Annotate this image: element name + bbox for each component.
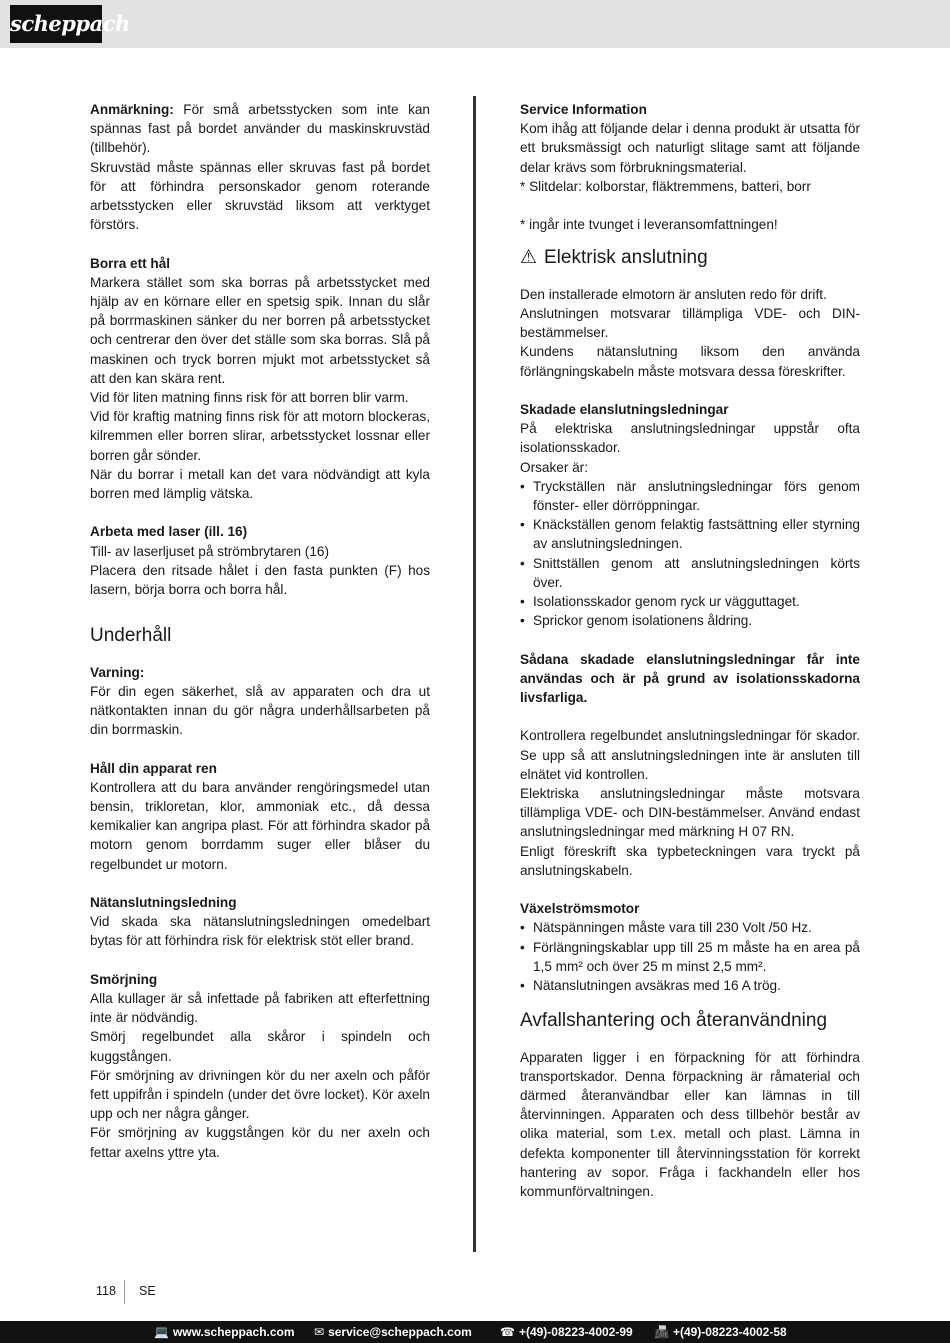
laser-paragraph-2: Placera den ritsade hålet i den fasta punkten (F) hos lasern, börja borra och borra hål. (90, 562, 430, 598)
laser-paragraph-1: Till- av laserljuset på strömbrytaren (16) (90, 543, 329, 559)
footer-phone[interactable] (500, 1321, 633, 1343)
footer-fax-text: +(49)-08223-4002-58 (672, 1325, 787, 1339)
language-code: SE (139, 1284, 156, 1298)
drill-paragraph-1: Markera stället som ska borras på arbetsstycket med hjälp av en körnare eller en spetsig spik. Innan du slår på borrmaskinen sänker du ner borren på arbetsstycket och centrerar den över det ställe som ska borras. Slå på maskinen och tryck borren mjukt mot arbetsstycket så att den kan skära rent. (90, 274, 430, 386)
mail-icon: ✉ (314, 1325, 325, 1339)
electrical-heading-text: Elektrisk anslutning (544, 247, 708, 269)
footer-bar (0, 1321, 950, 1343)
list-item: • Nätanslutningen avsäkras med 16 A trög. (520, 976, 860, 995)
electrical-paragraph-3: Kundens nätanslutning liksom den använda förlängningskabeln måste motsvara dessa föreskrifter. (520, 344, 860, 379)
list-item: • Tryckställen när anslutningsledningar förs genom fönster- eller dörröppningar. (520, 477, 860, 515)
danger-paragraph: Sådana skadade elanslutningsledningar får inte användas och är på grund av isolationsskadorna livsfarliga. (520, 651, 860, 706)
warning-title: Varning: (90, 664, 145, 680)
clean-title: Håll din apparat ren (90, 760, 217, 776)
maintenance-heading: Underhåll (90, 625, 172, 647)
right-column (520, 100, 860, 1201)
drill-paragraph-2: Vid för liten matning finns risk för att borren blir varm. (90, 390, 409, 406)
ac-motor-title: Växelströmsmotor (520, 901, 640, 917)
service-note: * ingår inte tvunget i leveransomfattningen! (520, 217, 778, 233)
drill-title: Borra ett hål (90, 255, 171, 271)
service-wear-parts: * Slitdelar: kolborstar, fläktremmens, batteri, borr (520, 178, 811, 194)
check-paragraph-1: Kontrollera regelbundet anslutningsledningar för skador. Se upp så att anslutningsledningen inte är ansluten till elnätet vid kontrollen. (520, 728, 860, 782)
list-item: • Förlängningskablar upp till 25 m måste ha en area på 1,5 mm² och över 25 m minst 2,5 mm². (520, 938, 860, 976)
cord-paragraph: Vid skada ska nätanslutningsledningen omedelbart bytas för att förhindra risk för elektrisk stöt eller brand. (90, 914, 430, 949)
lube-paragraph-4: För smörjning av kuggstången kör du ner axeln och fettar axelns yttre yta. (90, 1125, 430, 1160)
note-label: Anmärkning: (90, 102, 174, 117)
damaged-paragraph: På elektriska anslutningsledningar uppstår ofta isolationsskador. (520, 421, 860, 456)
cord-title: Nätanslutningsledning (90, 895, 237, 911)
drill-paragraph-4: När du borrar i metall kan det vara nödvändigt att kyla borren med lämplig vätska. (90, 466, 430, 502)
note-text: För små arbetsstycken som inte kan spännas fast på bordet använder du maskinskruvstäd (tillbehör). (90, 102, 430, 156)
list-item: • Knäckställen genom felaktig fastsättning eller styrning av anslutningsledningen. (520, 515, 860, 553)
computer-icon: 💻 (154, 1325, 169, 1339)
causes-list (520, 477, 860, 631)
page-number: 118 (96, 1284, 116, 1298)
drill-paragraph-3: Vid för kraftig matning finns risk för att motorn blockeras, kilremmen eller borren slirar, arbetsstycket lossnar eller borren går sönder. (90, 409, 430, 463)
electrical-paragraph-1: Den installerade elmotorn är ansluten redo för drift. (520, 286, 827, 302)
lube-paragraph-2: Smörj regelbundet alla skåror i spindeln och kuggstången. (90, 1029, 430, 1064)
service-title: Service Information (520, 102, 647, 117)
lube-title: Smörjning (90, 971, 158, 987)
damaged-title: Skadade elanslutningsledningar (520, 402, 729, 417)
electrical-paragraph-2: Anslutningen motsvarar tillämpliga VDE- och DIN-bestämmelser. (520, 306, 860, 341)
note-paragraph-2: Skruvstäd måste spännas eller skruvas fast på bordet för att förhindra personskador genom roterande arbetsstycken eller skruvstäd liksom att verktyget förstörs. (90, 159, 430, 233)
service-paragraph: Kom ihåg att följande delar i denna produkt är utsatta för ett bruksmässigt och naturligt slitage samt att följande delar krävs som förbrukningsmaterial. (520, 121, 860, 175)
warning-paragraph: För din egen säkerhet, slå av apparaten och dra ut nätkontakten innan du gör några underhållsarbeten på din borrmaskin. (90, 683, 430, 738)
clean-paragraph: Kontrollera att du bara använder rengöringsmedel utan bensin, trikloretan, klor, ammoniak etc., då dessa kemikalier kan angripa plast. För att förhindra skador på motorn genom borrdamm suger eller blåser du regelbundet ur motorn. (90, 779, 430, 872)
lube-paragraph-3: För smörjning av drivningen kör du ner axeln och påför fett uppifrån i spindeln (under det övre locket). Kör axeln upp och ner några gånger. (90, 1067, 430, 1122)
waste-paragraph: Apparaten ligger i en förpackning för att förhindra transportskador. Denna förpackning är råmaterial och därmed återanvändbar eller kan lämnas in till återvinningen. Apparaten och dess tillbehör består av olika material, som t.ex. metall och plast. Lämna in defekta komponenter till återvinningsstation för korrekt hantering av sopor. Fråga i fackhandeln eller hos kommunförvaltningen. (520, 1049, 860, 1200)
fax-icon: 📠 (654, 1325, 669, 1339)
page-number-separator (124, 1280, 125, 1304)
list-item: • Isolationsskador genom ryck ur vägguttaget. (520, 592, 860, 611)
list-item: • Sprickor genom isolationens åldring. (520, 611, 860, 630)
laser-title: Arbeta med laser (ill. 16) (90, 524, 248, 540)
lube-paragraph-1: Alla kullager är så infettade på fabriken att efterfettning inte är nödvändig. (90, 991, 430, 1026)
footer-website[interactable] (154, 1321, 295, 1343)
scheppach-logo: scheppach (10, 5, 102, 43)
check-paragraph-2: Elektriska anslutningsledningar måste motsvara tillämpliga VDE- och DIN-bestämmelser. Använd endast anslutningsledningar med märkning H 07 RN. (520, 786, 860, 840)
footer-email[interactable] (314, 1321, 472, 1343)
check-paragraph-3: Enligt föreskrift ska typbeteckningen vara tryckt på anslutningskabeln. (520, 843, 860, 878)
footer-website-text: www.scheppach.com (172, 1325, 295, 1339)
waste-heading: Avfallshantering och återanvändning (520, 1010, 828, 1032)
left-column (90, 100, 430, 1162)
column-divider (473, 96, 476, 1252)
ac-motor-list (520, 918, 860, 995)
causes-label: Orsaker är: (520, 459, 588, 475)
list-item: • Nätspänningen måste vara till 230 Volt /50 Hz. (520, 918, 860, 937)
top-bar (0, 0, 950, 48)
footer-email-text: service@scheppach.com (328, 1325, 472, 1339)
phone-icon: ☎ (500, 1325, 515, 1339)
list-item: • Snittställen genom att anslutningsledningen körts över. (520, 554, 860, 592)
note-paragraph (90, 100, 430, 158)
footer-fax (654, 1321, 787, 1343)
electrical-heading (520, 246, 860, 284)
warning-triangle-icon: ⚠ (520, 247, 538, 269)
footer-phone-text: +(49)-08223-4002-99 (518, 1325, 633, 1339)
